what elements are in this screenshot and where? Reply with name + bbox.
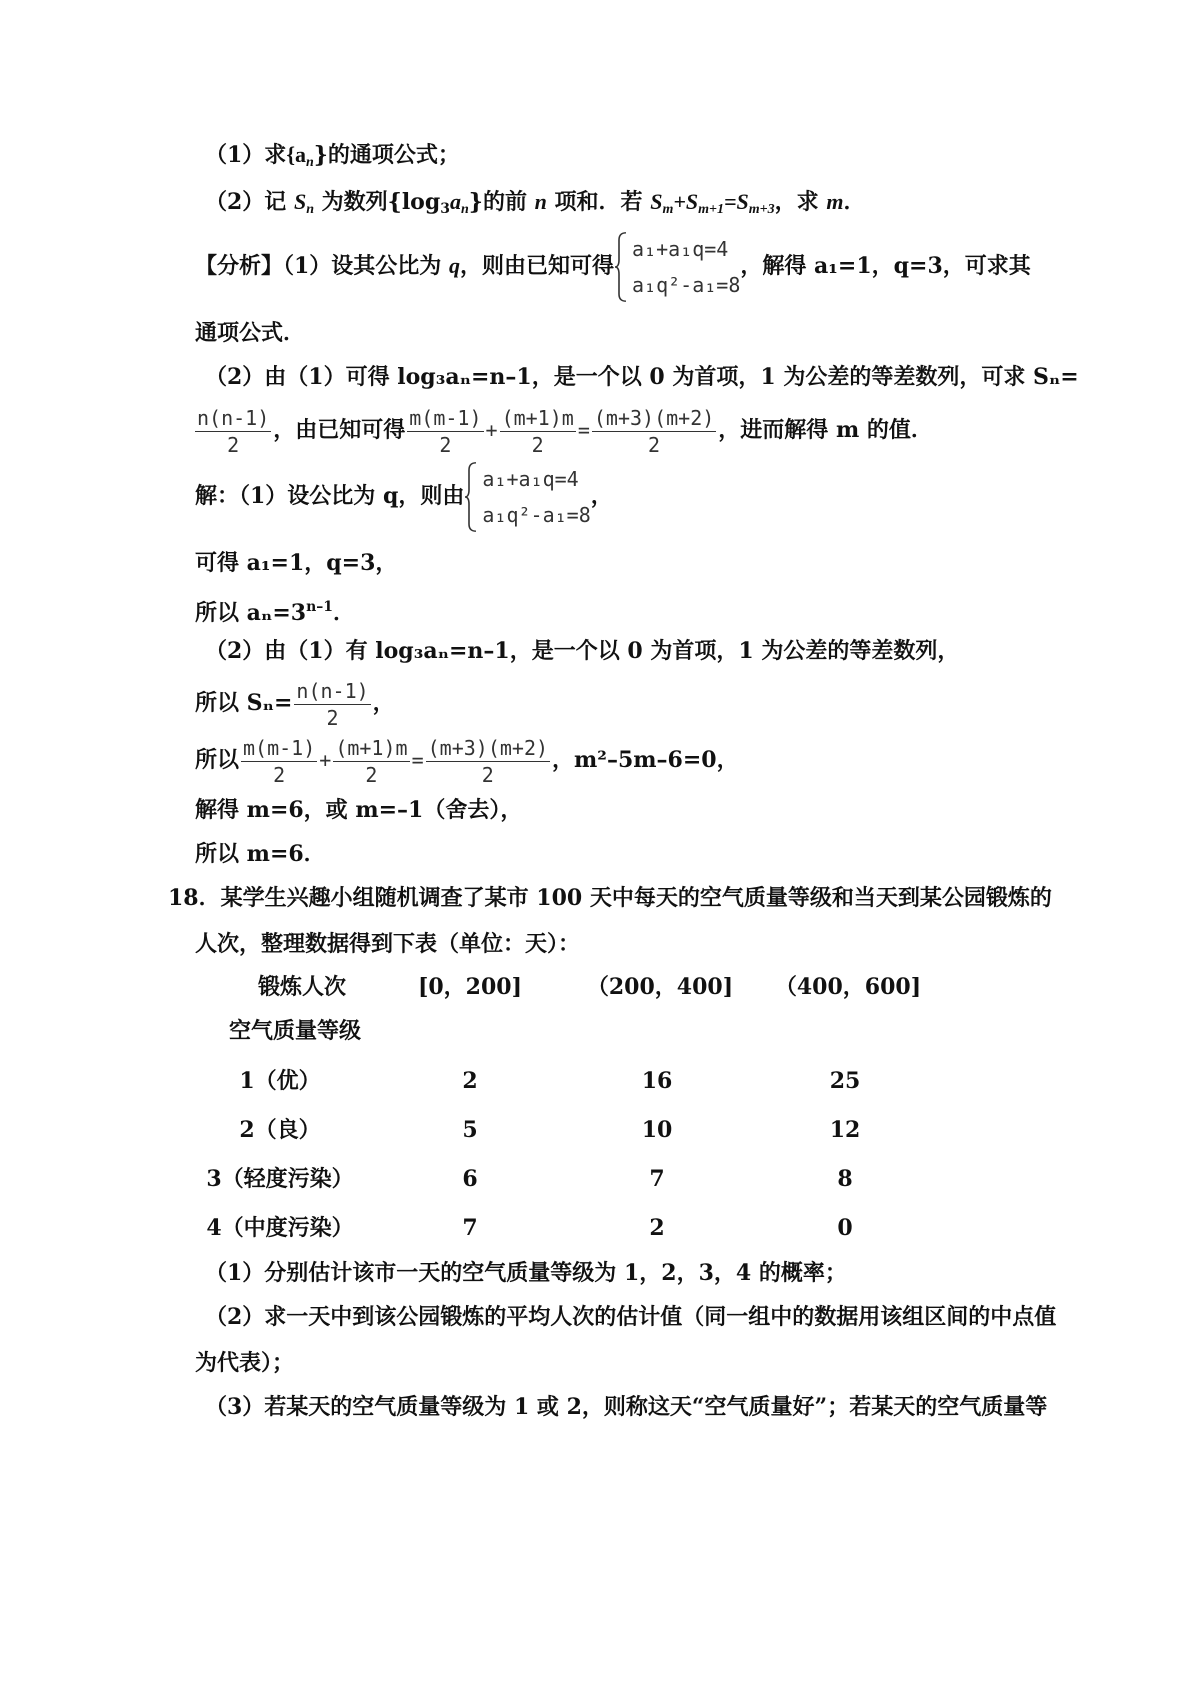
left-brace-icon <box>464 461 478 533</box>
table-cell: 2 <box>649 1215 665 1241</box>
analysis-head: 【分析】（1）设其公比为 <box>195 253 449 279</box>
fraction-1 <box>241 735 317 788</box>
frac-num: n(n-1) <box>197 405 270 430</box>
p17-question-1 <box>205 140 460 178</box>
analysis-p2-tail: ，进而解得 m 的值． <box>718 417 933 443</box>
analysis-line-1 <box>195 226 1031 306</box>
solution-s7: 解得 m=6，或 m=–1（舍去）， <box>195 797 523 823</box>
p18-q2-line2: 为代表）； <box>195 1350 295 1376</box>
table-cell: 16 <box>641 1068 673 1094</box>
table-col-header: [0，200] <box>417 974 523 1000</box>
q1-set: {a <box>286 142 306 167</box>
p18-question-3 <box>205 1392 1047 1422</box>
q2-n: n <box>306 202 315 217</box>
solution-s6-head: 所以 <box>195 747 240 773</box>
solution-s3-head: 所以 aₙ=3 <box>195 600 307 626</box>
table-row-label: 1（优） <box>239 1068 321 1094</box>
analysis-mid: ，则由已知可得 <box>459 253 614 279</box>
table-cell: 12 <box>829 1117 861 1143</box>
solution-s6-tail: ，m²–5m–6=0， <box>552 747 739 773</box>
analysis-tail: ，解得 a₁=1，q=3，可求其 <box>740 253 1031 279</box>
equals-sign: = <box>411 748 424 772</box>
solution-line-7 <box>195 795 522 825</box>
p18-line1: 18．某学生兴趣小组随机调查了某市 100 天中每天的空气质量等级和当天到某公园锻炼的 <box>168 885 1052 911</box>
solution-s1-tail: ， <box>590 483 613 509</box>
frac-den: 2 <box>531 432 544 457</box>
q2-nvar: n <box>534 189 547 214</box>
frac-den: 2 <box>439 432 452 457</box>
left-brace-icon <box>614 231 628 303</box>
equals-sign: = <box>577 418 590 442</box>
fraction-sm3 <box>592 405 716 458</box>
analysis-part2-line-2 <box>193 400 933 460</box>
solution-equation-system <box>464 461 590 533</box>
table-cell: 7 <box>649 1166 665 1192</box>
analysis-part2-line-1 <box>205 362 1079 392</box>
table-cell: 7 <box>462 1215 478 1241</box>
q2-text1: 为数列{log <box>314 189 441 215</box>
q2-end: ． <box>843 189 866 215</box>
solution-s5-head: 所以 Sₙ= <box>195 690 293 716</box>
solution-line-5 <box>195 673 395 733</box>
table-cell: 2 <box>462 1068 478 1094</box>
table-cell: 10 <box>641 1117 673 1143</box>
q2-m: m <box>826 189 844 214</box>
solution-sys-row-1: a₁+a₁q=4 <box>482 467 579 491</box>
q2-label: （2）记 <box>205 189 294 215</box>
fraction-sn-solution <box>294 678 370 731</box>
q2-log3: 3 <box>440 201 450 217</box>
table-cell: 25 <box>829 1068 861 1094</box>
frac-num: m(m-1) <box>409 405 482 430</box>
solution-sys-row-2: a₁q²-a₁=8 <box>482 503 591 527</box>
analysis-q: q <box>448 253 460 278</box>
q2-equation: $S_m+S_{m+1}=S_{m+3}$ <box>650 189 775 217</box>
frac-den: 2 <box>365 762 378 787</box>
fraction-3 <box>426 735 550 788</box>
frac-den: 2 <box>326 705 339 730</box>
plus-sign: + <box>485 418 498 442</box>
table-cell: 6 <box>462 1166 478 1192</box>
q2-a: a <box>450 189 461 214</box>
q1-sub: n <box>305 155 314 170</box>
q2-an: n <box>461 202 469 217</box>
table-header-left: 锻炼人次 <box>257 974 346 1000</box>
q2-text4: ，求 <box>774 189 827 215</box>
frac-num: m(m-1) <box>243 735 316 760</box>
frac-num: n(n-1) <box>296 678 369 703</box>
solution-line-4 <box>205 636 959 666</box>
analysis-sys-row-2: a₁q²-a₁=8 <box>631 273 741 297</box>
p18-stem-line-1 <box>168 883 1052 913</box>
frac-den: 2 <box>273 762 286 787</box>
frac-den: 2 <box>227 432 240 457</box>
p18-line2: 人次，整理数据得到下表（单位：天）： <box>195 931 581 957</box>
frac-den: 2 <box>648 432 661 457</box>
solution-s2: 可得 a₁=1，q=3， <box>195 550 398 576</box>
table-col-header: （200，400] <box>586 974 734 1000</box>
table-cell: 5 <box>462 1117 478 1143</box>
solution-s3-exp: n–1 <box>306 599 333 615</box>
table-row-label: 2（良） <box>239 1117 321 1143</box>
analysis-p2-head: （2）由（1）可得 log₃aₙ=n–1，是一个以 0 为首项，1 为公差的等差数列，可求 Sₙ= <box>205 364 1079 390</box>
q2-S: S <box>293 189 307 214</box>
table-row-label: 4（中度污染） <box>206 1215 354 1241</box>
fraction-2 <box>333 735 409 788</box>
analysis-line2-text: 通项公式． <box>195 320 306 346</box>
fraction-sm1 <box>500 405 576 458</box>
p18-q3: （3）若某天的空气质量等级为 1 或 2，则称这天“空气质量好”；若某天的空气质量等 <box>205 1394 1048 1420</box>
analysis-equation-system <box>614 231 740 303</box>
solution-s3-end: ． <box>333 600 356 626</box>
solution-line-1 <box>195 456 613 536</box>
solution-s5-tail: ， <box>372 690 395 716</box>
table-col-header: （400，600] <box>774 974 922 1000</box>
q2-text3: 项和．若 <box>546 189 651 215</box>
plus-sign: + <box>319 748 332 772</box>
frac-num: (m+3)(m+2) <box>593 405 715 430</box>
solution-s4: （2）由（1）有 log₃aₙ=n–1，是一个以 0 为首项，1 为公差的等差数列， <box>205 638 960 664</box>
frac-num: (m+1)m <box>501 405 574 430</box>
table-cell: 8 <box>837 1166 853 1192</box>
p17-question-2 <box>205 187 865 225</box>
q2-text2: }的前 <box>468 189 535 215</box>
analysis-p2-mid: ，由已知可得 <box>273 417 406 443</box>
solution-line-8 <box>195 839 326 869</box>
table-row-label: 3（轻度污染） <box>206 1166 354 1192</box>
p18-q1: （1）分别估计该市一天的空气质量等级为 1，2，3，4 的概率； <box>205 1260 847 1286</box>
analysis-line-2 <box>195 318 305 348</box>
solution-line-2 <box>195 548 397 578</box>
p18-q2-line1: （2）求一天中到该公园锻炼的平均人次的估计值（同一组中的数据用该组区间的中点值 <box>205 1304 1057 1330</box>
q1-tail: }的通项公式； <box>313 142 460 168</box>
p18-question-1 <box>205 1258 847 1288</box>
fraction-sn <box>195 405 271 458</box>
p18-question-2-line-1 <box>205 1302 1056 1332</box>
solution-s8: 所以 m=6． <box>195 841 326 867</box>
table-row-header: 空气质量等级 <box>228 1018 361 1044</box>
frac-num: (m+3)(m+2) <box>427 735 549 760</box>
p18-stem-line-2 <box>195 929 580 959</box>
solution-line-6 <box>195 730 739 790</box>
p18-question-2-line-2 <box>195 1348 294 1378</box>
table-cell: 0 <box>837 1215 853 1241</box>
solution-line-3 <box>195 592 355 628</box>
frac-num: (m+1)m <box>335 735 408 760</box>
frac-den: 2 <box>481 762 494 787</box>
fraction-sm <box>407 405 483 458</box>
q1-label: （1）求 <box>205 142 287 168</box>
solution-s1-head: 解：（1）设公比为 q，则由 <box>195 483 465 509</box>
analysis-sys-row-1: a₁+a₁q=4 <box>631 237 729 261</box>
